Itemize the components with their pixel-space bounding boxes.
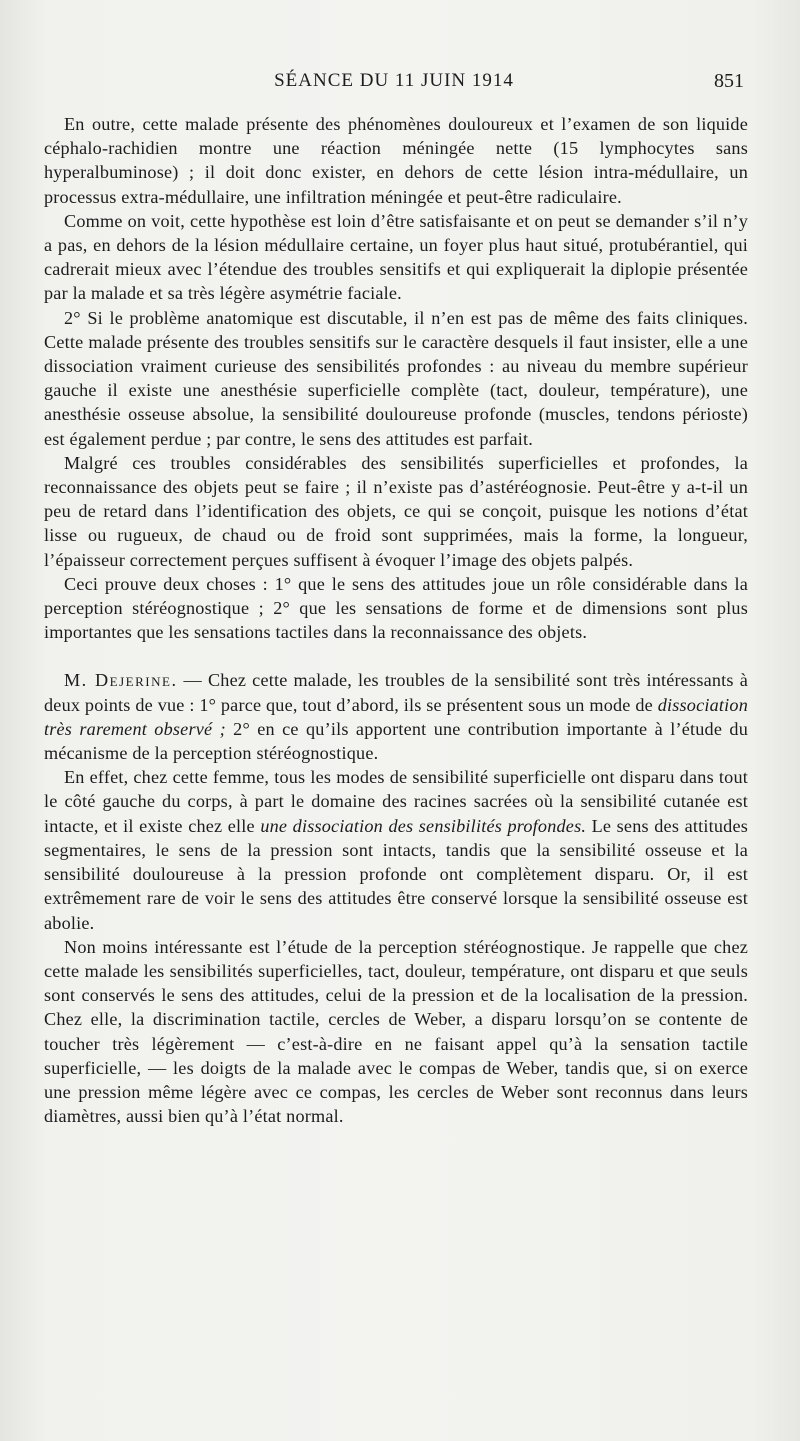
speaker-name: M. Dejerine. — [64, 670, 178, 691]
paragraph-6-text-a: — Chez cette malade, les troubles de la sensibilité sont très intéressants à deux points de vue : 1° parce que, tout d’abord, ils se présentent sous un mode de — [44, 670, 749, 715]
page-number: 851 — [714, 70, 744, 92]
paragraph-2: Comme on voit, cette hypothèse est loin d’être satisfaisante et on peut se demander s’il n’y a pas, en dehors de la lésion médullaire certaine, un foyer plus haut situé, protubérantiel, qui cadrerait mieux avec l’étendue des troubles sensitifs et qui expliquerait la diplopie présentée par la malade et sa très légère asymétrie faciale. — [44, 210, 748, 304]
paragraph-6 — [44, 668, 748, 765]
article-body — [44, 112, 748, 1128]
paragraph-8: Non moins intéressante est l’étude de la perception stéréognostique. Je rappelle que chez cette malade les sensibilités superficielles, tact, douleur, température, ont disparu et que seuls sont conservés le sens des attitudes, celui de la pression et de la localisation de la pression. Chez elle, la discrimination tactile, cercles de Weber, a disparu lorsqu’on se contente de toucher très légèrement — c’est-à-dire en ne faisant appel qu’à la sensation tactile superficielle, — les doigts de la malade avec le compas de Weber, tandis que, si on exerce une pression même légère avec ce compas, les cercles de Weber sont reconnus dans leurs diamètres, aussi bien qu’à l’état normal. — [44, 936, 748, 1127]
paragraph-4: Malgré ces troubles considérables des sensibilités superficielles et profondes, la reconnaissance des objets peut se faire ; il n’existe pas d’astéréognosie. Peut-être y a-t-il un peu de retard dans l’identification des objets, ce qui se conçoit, puisque les notions d’état lisse ou rugueux, de chaud ou de froid sont supprimées, mais la forme, la longueur, l’épaisseur correctement perçues suffisent à évoquer l’image des objets palpés. — [44, 452, 748, 570]
paragraph-6-text-b: 2° en ce qu’ils apportent une contribution importante à l’étude du mécanisme de la perception stéréognostique. — [44, 718, 748, 764]
paragraph-5: Ceci prouve deux choses : 1° que le sens des attitudes joue un rôle considérable dans la perception stéréognostique ; 2° que les sensations de forme et de dimensions sont plus importantes que les sensations tactiles dans la reconnaissance des objets. — [44, 573, 748, 643]
page-header — [44, 70, 744, 100]
paragraph-7-text-a: En effet, chez cette femme, tous les modes de sensibilité superficielle ont disparu dans tout le côté gauche du corps, à part le domaine des racines sacrées où la sensibilité cutanée est intacte, et il existe chez elle — [44, 767, 748, 836]
paragraph-7 — [44, 765, 748, 934]
running-title: SÉANCE DU 11 JUIN 1914 — [274, 70, 514, 91]
paragraph-3: 2° Si le problème anatomique est discutable, il n’en est pas de même des faits cliniques. Cette malade présente des troubles sensitifs sur le caractère desquels il faut insister, elle a une dissociation vraiment curieuse des sensibilités profondes : au niveau du membre supérieur gauche il existe une anesthésie superficielle complète (tact, douleur, température), une anesthésie osseuse absolue, la sensibilité douloureuse profonde (muscles, tendons périoste) est également perdue ; par contre, le sens des attitudes est parfait. — [44, 307, 748, 449]
paragraph-1: En outre, cette malade présente des phénomènes douloureux et l’examen de son liquide céphalo-rachidien montre une réaction méningée nette (15 lymphocytes sans hyperalbuminose) ; il doit donc exister, en dehors de cette lésion intra-médullaire, un processus extra-médullaire, une infiltration méningée et peut-être radiculaire. — [44, 114, 748, 207]
paragraph-7-italic: une dissociation des sensibilités profondes. — [260, 815, 587, 836]
paragraph-6-italic: dissociation très rarement observé ; — [44, 694, 748, 739]
paragraph-7-text-b: Le sens des attitudes segmentaires, le sens de la pression sont intacts, tandis que la sensibilité osseuse et la sensibilité douloureuse à la pression profonde ont complètement disparu. Or, il est extrêmement rare de voir le sens des attitudes être conservé lorsque la sensibilité osseuse est abolie. — [44, 815, 748, 933]
